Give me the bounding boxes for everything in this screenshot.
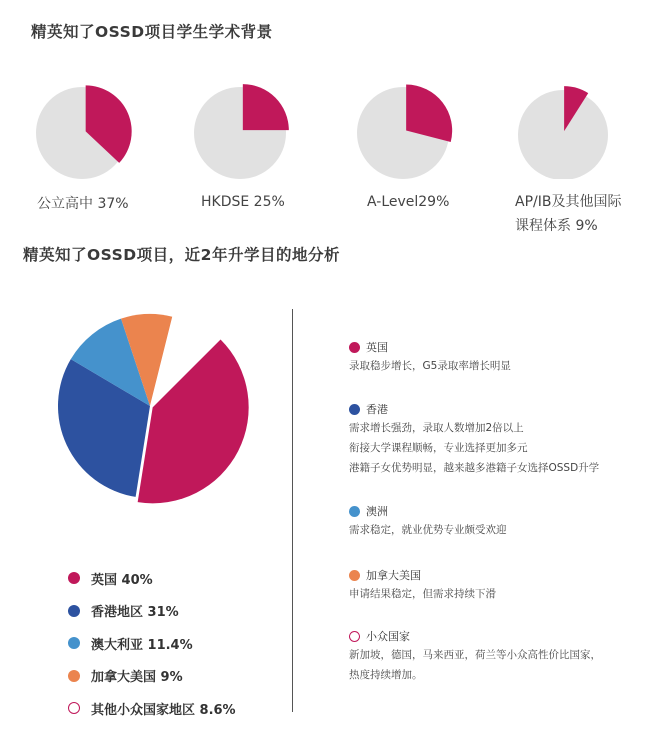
desc-head-ca bbox=[349, 566, 496, 584]
section-title-destination-analysis: 精英知了OSSD项目，近2年升学目的地分析 bbox=[23, 246, 340, 264]
desc-line: 衔接大学课程顺畅，专业选择更加多元 bbox=[349, 442, 528, 454]
legend-item-ca bbox=[68, 660, 308, 693]
pie-slice-remainder bbox=[518, 90, 608, 179]
desc-dot-hk bbox=[349, 404, 360, 415]
pie-label-public-high-school bbox=[37, 192, 129, 216]
desc-line: 录取稳步增长，G5录取率增长明显 bbox=[349, 360, 511, 372]
desc-line: 需求增长强劲，录取人数增加2倍以上 bbox=[349, 422, 524, 434]
desc-line: 申请结果稳定，但需求持续下滑 bbox=[349, 588, 496, 600]
desc-dot-ca bbox=[349, 570, 360, 581]
desc-head-uk bbox=[349, 338, 511, 356]
legend-dot-ca bbox=[68, 670, 80, 682]
legend-text-hk: 香港地区 31% bbox=[91, 605, 179, 621]
pie-label-line: 公立高中 37% bbox=[37, 196, 129, 212]
desc-line: 需求稳定，就业优势专业颇受欢迎 bbox=[349, 524, 507, 536]
desc-head-other bbox=[349, 627, 601, 645]
pie-label-a-level bbox=[367, 190, 449, 214]
desc-head-hk bbox=[349, 400, 599, 418]
legend-dot-other bbox=[68, 702, 80, 714]
desc-name-other: 小众国家 bbox=[366, 630, 410, 643]
legend-item-other bbox=[68, 692, 308, 725]
section-title-academic-background: 精英知了OSSD项目学生学术背景 bbox=[31, 23, 273, 41]
pie-label-line: AP/IB及其他国际 bbox=[515, 194, 622, 210]
desc-block-hk bbox=[349, 400, 599, 478]
legend-dot-hk bbox=[68, 605, 80, 617]
pie-label-ap-ib bbox=[515, 190, 621, 238]
legend-item-au bbox=[68, 627, 308, 660]
pie-label-line: HKDSE 25% bbox=[201, 194, 285, 210]
desc-block-other bbox=[349, 627, 601, 685]
desc-dot-other bbox=[349, 631, 360, 642]
pie-chart-destinations bbox=[50, 306, 250, 506]
pie-label-hkdse bbox=[201, 190, 285, 214]
desc-dot-au bbox=[349, 506, 360, 517]
desc-block-uk bbox=[349, 338, 511, 376]
desc-block-ca bbox=[349, 566, 496, 604]
pie-label-line: A-Level29% bbox=[367, 194, 450, 210]
desc-line: 新加坡，德国，马来西亚，荷兰等小众高性价比国家， bbox=[349, 649, 601, 661]
desc-name-uk: 英国 bbox=[366, 341, 388, 354]
pie-label-line: 课程体系 9% bbox=[515, 218, 598, 234]
desc-block-au bbox=[349, 502, 507, 540]
pie-slice-highlight bbox=[243, 84, 289, 130]
desc-line: 港籍子女优势明显，越来越多港籍子女选择OSSD升学 bbox=[349, 462, 600, 474]
destination-legend bbox=[68, 562, 308, 725]
pie-chart-a-level bbox=[356, 83, 456, 183]
pie-chart-ap-ib bbox=[513, 79, 613, 179]
pie-chart-public-high-school bbox=[35, 83, 135, 183]
desc-dot-uk bbox=[349, 342, 360, 353]
vertical-divider bbox=[292, 309, 293, 712]
desc-head-au bbox=[349, 502, 507, 520]
desc-name-au: 澳洲 bbox=[366, 505, 388, 518]
legend-text-uk: 英国 40% bbox=[91, 572, 153, 588]
desc-line: 热度持续增加。 bbox=[349, 669, 423, 681]
legend-item-hk bbox=[68, 595, 308, 628]
legend-dot-au bbox=[68, 637, 80, 649]
legend-text-ca: 加拿大美国 9% bbox=[91, 670, 183, 686]
legend-item-uk bbox=[68, 562, 308, 595]
legend-text-au: 澳大利亚 11.4% bbox=[91, 637, 193, 653]
pie-chart-hkdse bbox=[193, 83, 293, 183]
legend-text-other: 其他小众国家地区 8.6% bbox=[91, 702, 236, 718]
legend-dot-uk bbox=[68, 572, 80, 584]
desc-name-ca: 加拿大美国 bbox=[366, 569, 421, 582]
desc-name-hk: 香港 bbox=[366, 403, 388, 416]
